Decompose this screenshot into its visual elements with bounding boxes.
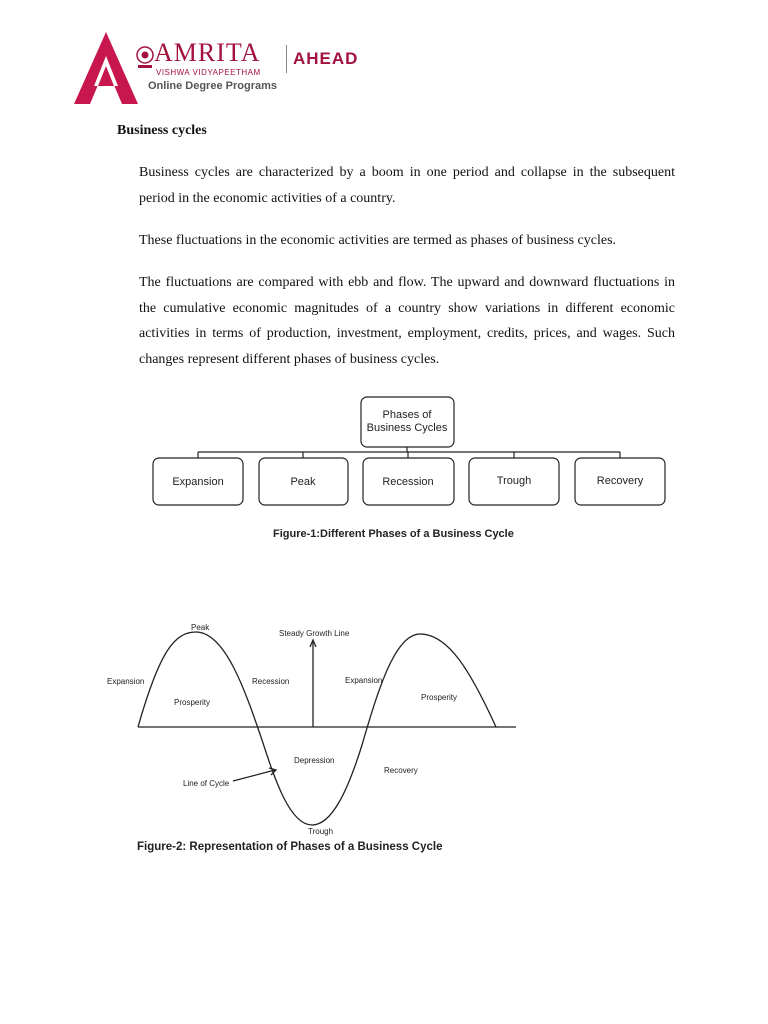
label-line-of-cycle: Line of Cycle	[183, 779, 230, 788]
cycle-curve	[138, 632, 496, 825]
phase-box-trough	[469, 458, 559, 505]
brand-subtitle: VISHWA VIDYAPEETHAM	[156, 68, 261, 77]
emblem-icon	[136, 42, 156, 72]
phase-label-recession: Recession	[382, 476, 434, 488]
phase-label-expansion: Expansion	[172, 476, 224, 488]
phase-label-trough: Trough	[496, 475, 532, 487]
brand-tag: AHEAD	[293, 49, 359, 68]
root-label-2: Business Cycles	[366, 422, 448, 434]
label-recovery: Recovery	[384, 766, 418, 775]
phase-label-recovery: Recovery	[596, 475, 644, 487]
paragraph-2: These fluctuations in the economic activities are termed as phases of business cycles.	[139, 233, 617, 248]
label-prosperity-right: Prosperity	[421, 693, 458, 702]
root-box	[361, 397, 454, 447]
brand-divider	[286, 45, 287, 73]
figure-1-caption: Figure-1:Different Phases of a Business Cycle	[273, 528, 514, 540]
label-recession: Recession	[252, 677, 290, 686]
label-peak: Peak	[191, 623, 210, 632]
phase-box-expansion	[153, 458, 243, 505]
phase-box-recovery	[575, 458, 665, 505]
label-steady-growth: Steady Growth Line	[279, 629, 350, 638]
label-expansion-right: Expansion	[345, 676, 383, 685]
phase-label-peak: Peak	[290, 476, 316, 488]
brand-programs: Online Degree Programs	[148, 80, 277, 92]
paragraph-3: The fluctuations are compared with ebb and flow. The upward and downward fluctuations in the cumulative economic magnitudes of a country show variations in different economic activities in terms of production, investment, employment, credits, prices, and wages. Such changes represent different phases of business cycles.	[139, 275, 675, 367]
label-trough: Trough	[308, 827, 334, 836]
section-heading: Business cycles	[117, 123, 207, 138]
brand-name: AMRITA	[154, 38, 261, 67]
figure-2-caption: Figure-2: Representation of Phases of a Business Cycle	[137, 841, 443, 853]
phase-box-recession	[363, 458, 454, 505]
paragraph-1: Business cycles are characterized by a boom in one period and collapse in the subsequent period in the economic activities of a country.	[139, 165, 675, 206]
root-label-1: Phases of	[382, 409, 432, 421]
label-expansion-left: Expansion	[107, 677, 145, 686]
phase-box-peak	[259, 458, 348, 505]
label-depression: Depression	[294, 756, 335, 765]
label-prosperity-left: Prosperity	[174, 698, 211, 707]
